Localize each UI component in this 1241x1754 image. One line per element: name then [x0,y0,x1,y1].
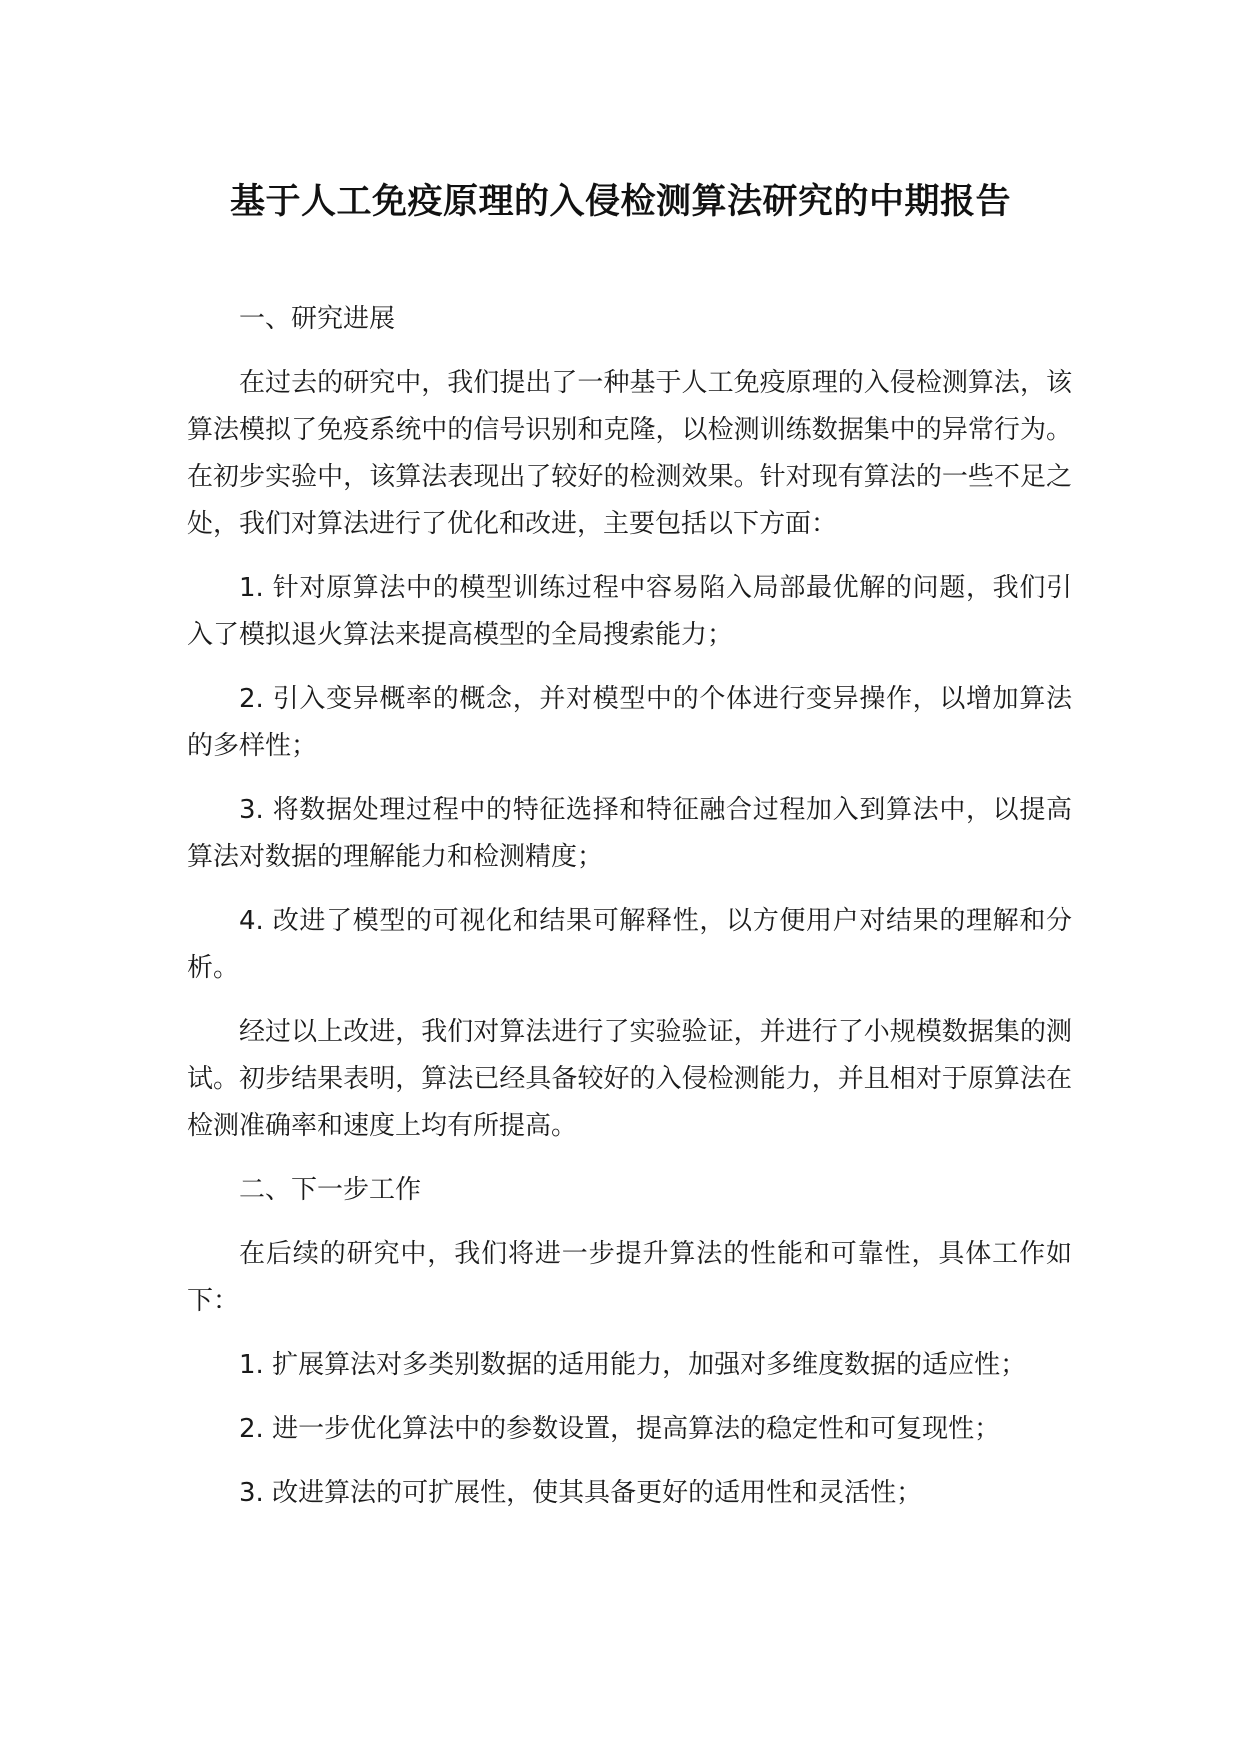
list-item: 1. 扩展算法对多类别数据的适用能力，加强对多维度数据的适应性； [239,1350,1027,1380]
list-item: 2. 引入变异概率的概念，并对模型中的个体进行变异操作，以增加算法的多样性； [187,684,1072,761]
document-body [187,296,1072,1534]
paragraph-progress-intro: 在过去的研究中，我们提出了一种基于人工免疫原理的入侵检测算法，该算法模拟了免疫系统中的信号识别和克隆，以检测训练数据集中的异常行为。在初步实验中，该算法表现出了较好的检测效果。针对现有算法的一些不足之处，我们对算法进行了优化和改进，主要包括以下方面： [187,368,1072,539]
list-item: 2. 进一步优化算法中的参数设置，提高算法的稳定性和可复现性； [239,1414,1001,1444]
section-heading-next-steps: 二、下一步工作 [239,1175,422,1205]
list-item: 4. 改进了模型的可视化和结果可解释性，以方便用户对结果的理解和分析。 [187,906,1072,983]
list-item: 3. 改进算法的可扩展性，使其具备更好的适用性和灵活性； [239,1478,923,1508]
document-title: 基于人工免疫原理的入侵检测算法研究的中期报告 [229,182,1011,222]
section-heading-progress: 一、研究进展 [239,304,396,334]
paragraph-next-steps-intro: 在后续的研究中，我们将进一步提升算法的性能和可靠性，具体工作如下： [187,1239,1072,1316]
list-item: 3. 将数据处理过程中的特征选择和特征融合过程加入到算法中，以提高算法对数据的理解能力和检测精度； [187,795,1072,872]
paragraph-progress-conclusion: 经过以上改进，我们对算法进行了实验验证，并进行了小规模数据集的测试。初步结果表明，算法已经具备较好的入侵检测能力，并且相对于原算法在检测准确率和速度上均有所提高。 [187,1017,1072,1141]
list-item: 1. 针对原算法中的模型训练过程中容易陷入局部最优解的问题，我们引入了模拟退火算法来提高模型的全局搜索能力； [187,573,1072,650]
